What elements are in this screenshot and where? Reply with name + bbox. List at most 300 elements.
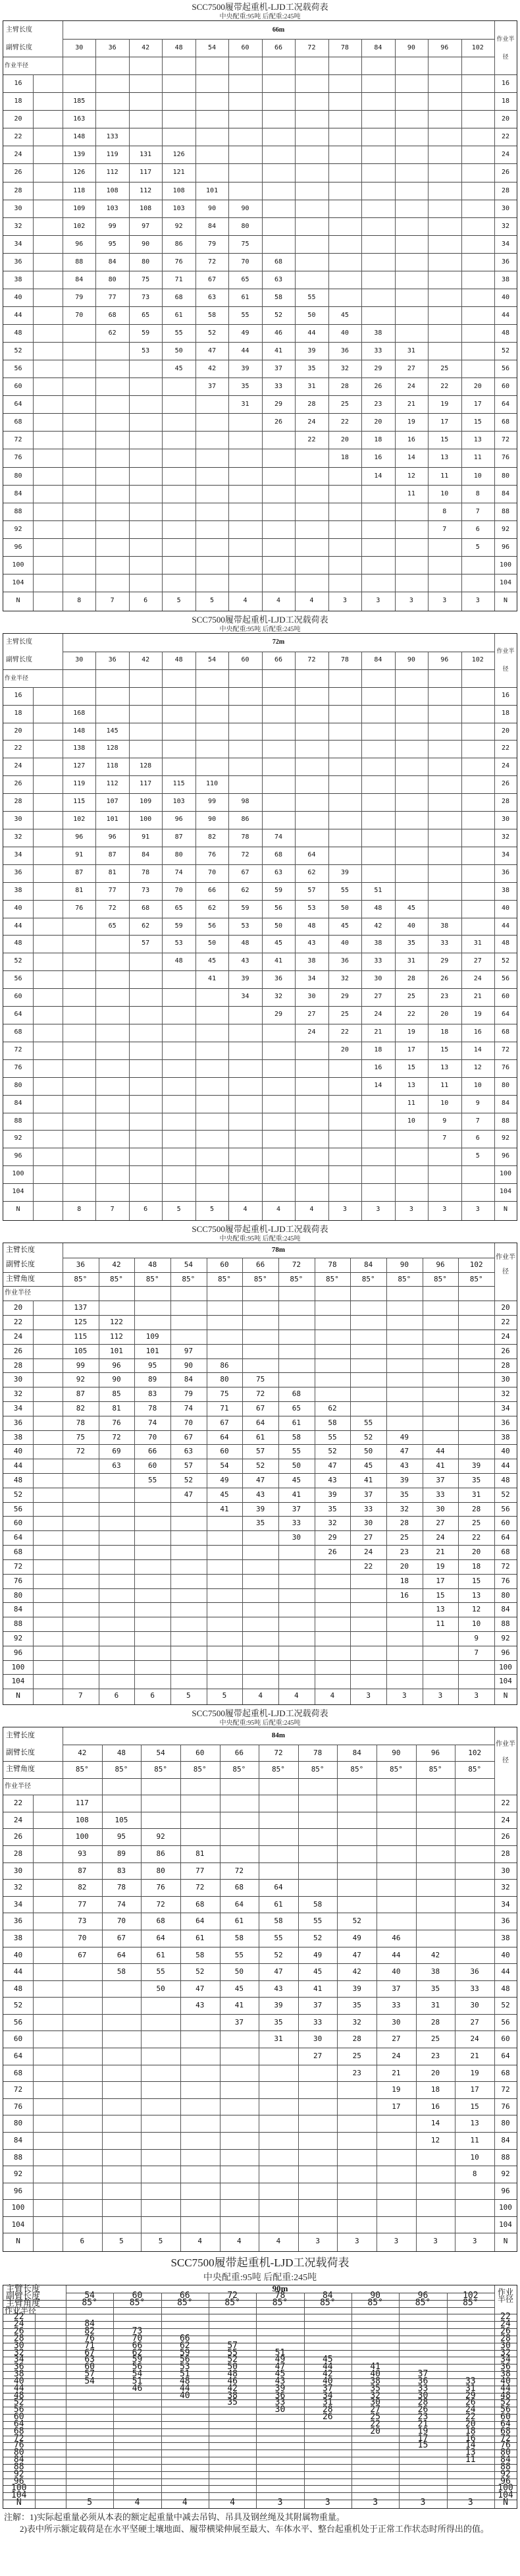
load-value: 76 <box>208 851 217 858</box>
load-value: 70 <box>184 1418 193 1427</box>
row-divider <box>3 1761 494 1762</box>
load-value: 33 <box>470 1984 479 1993</box>
load-value: 55 <box>241 311 249 319</box>
row-divider <box>3 1006 517 1007</box>
radius-right-76: 76 <box>501 2102 510 2111</box>
jib-length-54: 54 <box>84 2290 95 2301</box>
load-value: 63 <box>208 293 217 301</box>
load-value: 67 <box>208 275 217 283</box>
radius-84: 84 <box>13 2455 24 2465</box>
radius-right-48: 48 <box>501 939 510 947</box>
jib-length-54: 54 <box>156 1748 165 1757</box>
radius-label-right: 作业半径 <box>496 35 515 60</box>
load-value: 3 <box>475 1206 480 1214</box>
load-value: 50 <box>208 939 217 947</box>
load-value: 59 <box>274 886 283 894</box>
load-value: 33 <box>392 2001 401 2010</box>
load-value: 28 <box>307 401 316 408</box>
table-grid <box>3 2285 517 2509</box>
load-value: 33 <box>364 1504 373 1513</box>
jib-length-42: 42 <box>112 1260 121 1269</box>
load-value: 20 <box>340 436 349 444</box>
load-value: 11 <box>440 472 449 480</box>
load-value: 16 <box>374 1063 382 1071</box>
column-divider <box>416 1745 417 2251</box>
radius-104: 104 <box>12 1188 24 1196</box>
load-value: 48 <box>227 2369 238 2380</box>
load-value: 3 <box>376 596 380 604</box>
load-value: 41 <box>436 1461 445 1470</box>
radius-84: 84 <box>13 1605 23 1614</box>
row-divider <box>3 935 517 936</box>
jib-length-72: 72 <box>307 44 316 52</box>
radius-right-84: 84 <box>501 490 510 497</box>
radius-38: 38 <box>14 275 22 283</box>
load-value: 148 <box>73 727 86 735</box>
boom-angle-label: 主臂角度 <box>6 1274 35 1283</box>
load-value: 67 <box>184 1432 193 1442</box>
column-divider <box>447 2293 448 2508</box>
radius-right-22: 22 <box>501 1318 510 1327</box>
load-value: 97 <box>142 222 150 230</box>
radius-right-16: 16 <box>501 691 510 699</box>
row-divider <box>3 1559 517 1560</box>
column-divider <box>298 1745 299 2251</box>
load-value: 25 <box>370 2412 380 2422</box>
jib-length-72: 72 <box>307 656 316 663</box>
load-value: 50 <box>364 1447 373 1456</box>
load-value: 3 <box>354 2237 359 2246</box>
radius-right-30: 30 <box>501 204 510 212</box>
radius-right-72: 72 <box>501 436 510 444</box>
load-value: 30 <box>307 993 316 1001</box>
row-divider <box>3 705 517 706</box>
column-divider <box>361 39 362 611</box>
boom-angle-cell: 85° <box>75 1765 89 1774</box>
load-value: 63 <box>84 2355 95 2365</box>
load-value: 29 <box>274 1011 283 1019</box>
load-value: 27 <box>392 2034 401 2044</box>
boom-angle-cell: 85° <box>177 2297 193 2308</box>
row-divider <box>3 556 517 557</box>
load-value: 100 <box>140 816 152 824</box>
row-divider <box>3 793 517 794</box>
load-value: 65 <box>292 1403 301 1413</box>
row-divider <box>3 2421 517 2422</box>
load-value: 25 <box>430 2034 440 2044</box>
load-value: 3 <box>373 2498 378 2508</box>
load-value: 23 <box>374 401 382 408</box>
radius-right-18: 18 <box>501 709 510 717</box>
boom-angle-cell: 85° <box>224 2297 240 2308</box>
load-value: 49 <box>241 329 249 337</box>
load-value: 3 <box>315 2237 320 2246</box>
load-value: 15 <box>436 1590 445 1600</box>
row-divider <box>3 2378 517 2379</box>
load-value: 35 <box>328 1504 337 1513</box>
radius-right-64: 64 <box>501 401 510 408</box>
load-value: 38 <box>440 922 449 930</box>
column-divider <box>494 1243 495 1704</box>
load-value: 84 <box>75 275 84 283</box>
radius-right-76: 76 <box>501 1063 510 1071</box>
radius-36: 36 <box>13 1418 23 1427</box>
load-value: 39 <box>241 975 249 983</box>
radius-right-38: 38 <box>501 1432 510 1442</box>
radius-label-left: 作业半径 <box>5 2305 37 2315</box>
radius-right-92: 92 <box>501 1633 510 1642</box>
load-value: 18 <box>472 1561 481 1571</box>
radius-right-52: 52 <box>501 347 510 355</box>
radius-label-left: 作业半径 <box>5 62 29 69</box>
row-divider <box>3 2307 494 2308</box>
load-value: 72 <box>112 1432 121 1442</box>
radius-48: 48 <box>14 329 22 337</box>
load-value: 4 <box>134 2498 140 2508</box>
load-value: 81 <box>195 1849 205 1859</box>
load-value: 9 <box>474 1633 479 1642</box>
radius-18: 18 <box>14 709 22 717</box>
radius-right-20: 20 <box>501 727 510 735</box>
load-value: 4 <box>294 1691 299 1700</box>
jib-length-78: 78 <box>340 44 349 52</box>
jib-length-84: 84 <box>374 656 382 663</box>
row-divider <box>3 1130 517 1131</box>
load-value: 48 <box>374 904 382 912</box>
jib-length-60: 60 <box>241 44 249 52</box>
load-value: 61 <box>256 1432 265 1442</box>
radius-right-104: 104 <box>498 2490 513 2501</box>
load-value: 133 <box>106 133 118 141</box>
load-value: 3 <box>467 2498 473 2508</box>
load-value: 42 <box>374 922 382 930</box>
load-value: 45 <box>292 1476 301 1484</box>
table-subtitle: 中央配重:95吨 后配重:245吨 <box>219 626 301 633</box>
load-value: 43 <box>274 2376 286 2386</box>
radius-right-96: 96 <box>501 543 510 551</box>
load-value: 3 <box>472 2237 477 2246</box>
load-value: 45 <box>322 2355 333 2365</box>
load-value: 26 <box>440 975 449 983</box>
column-divider <box>337 1745 338 2251</box>
row-divider <box>3 775 517 776</box>
load-value: 5 <box>475 1152 480 1160</box>
load-value: 36 <box>274 975 283 983</box>
load-value: 41 <box>370 2362 380 2372</box>
load-value: 46 <box>392 1933 401 1942</box>
load-value: 128 <box>106 744 118 752</box>
load-value: 41 <box>364 1476 373 1484</box>
load-value: 37 <box>274 365 283 373</box>
load-value: 101 <box>106 816 118 824</box>
load-value: 18 <box>465 2426 476 2436</box>
load-value: 5 <box>176 1206 181 1214</box>
load-value: 10 <box>440 1099 449 1107</box>
load-value: 53 <box>179 2362 190 2372</box>
load-value: 78 <box>142 868 150 876</box>
load-value: 32 <box>400 1504 409 1513</box>
load-value: 80 <box>241 222 249 230</box>
radius-44: 44 <box>14 311 22 319</box>
load-value: 96 <box>75 240 84 248</box>
load-value: 68 <box>195 1899 205 1909</box>
load-value: 3 <box>402 1691 407 1700</box>
column-divider <box>494 634 495 1220</box>
load-value: 17 <box>392 2102 401 2111</box>
radius-48: 48 <box>13 1476 23 1484</box>
load-value: 51 <box>179 2369 190 2380</box>
load-value: 5 <box>210 596 215 604</box>
column-divider <box>35 2314 36 2508</box>
load-value: 22 <box>465 2412 476 2422</box>
radius-22: 22 <box>14 744 22 752</box>
radius-64: 64 <box>14 401 22 408</box>
load-value: 119 <box>73 780 86 788</box>
row-divider <box>3 2428 517 2429</box>
row-divider <box>3 1059 517 1060</box>
column-divider <box>180 1745 181 2251</box>
radius-right-72: 72 <box>501 1046 510 1053</box>
load-value: 53 <box>174 939 183 947</box>
column-divider <box>95 652 96 1220</box>
row-divider <box>3 1980 517 1981</box>
row-divider <box>3 1963 517 1964</box>
radius-32: 32 <box>13 1389 23 1399</box>
boom-length-label: 72m <box>272 638 285 646</box>
load-value: 36 <box>274 2390 286 2401</box>
column-divider <box>162 652 163 1220</box>
radius-right-60: 60 <box>501 993 510 1001</box>
load-value: 84 <box>184 1375 193 1384</box>
radius-26: 26 <box>14 780 22 788</box>
load-value: 47 <box>274 1967 283 1976</box>
load-value: 48 <box>241 939 249 947</box>
load-value: 37 <box>364 1490 373 1499</box>
boom-angle-cell: 85° <box>272 1765 285 1774</box>
boom-angle-label: 主臂角度 <box>6 2297 41 2308</box>
load-value: 27 <box>374 993 382 1001</box>
load-value: 44 <box>307 329 316 337</box>
jib-length-48: 48 <box>174 656 183 663</box>
jib-length-78: 78 <box>340 656 349 663</box>
radius-104: 104 <box>11 2490 27 2501</box>
load-value: 37 <box>234 2017 244 2027</box>
load-value: 15 <box>440 1046 449 1053</box>
column-divider <box>399 2293 400 2508</box>
boom-angle-cell: 85° <box>463 2297 479 2308</box>
main-boom-label: 主臂长度 <box>6 2283 41 2293</box>
load-value: 35 <box>352 2001 361 2010</box>
column-divider <box>361 652 362 1220</box>
load-value: 68 <box>234 1883 244 1892</box>
load-value: 34 <box>322 2390 333 2401</box>
load-value: 68 <box>274 258 283 266</box>
radius-right-84: 84 <box>500 2455 511 2465</box>
load-value: 17 <box>473 401 482 408</box>
load-value: 3 <box>342 596 347 604</box>
load-value: 78 <box>117 1883 126 1892</box>
radius-right-100: 100 <box>499 561 512 569</box>
load-value: 67 <box>84 2347 95 2358</box>
load-value: 92 <box>156 1832 165 1841</box>
load-value: 26 <box>328 1548 337 1557</box>
load-value: 21 <box>473 993 482 1001</box>
row-divider <box>3 1502 517 1503</box>
load-value: 75 <box>76 1432 85 1442</box>
radius-right-40: 40 <box>500 2376 511 2386</box>
load-value: 70 <box>78 1933 87 1942</box>
load-value: 118 <box>73 186 86 194</box>
boom-angle-cell: 85° <box>110 1274 123 1283</box>
load-value: 102 <box>73 222 86 230</box>
radius-right-80: 80 <box>501 2119 510 2128</box>
row-divider <box>3 1430 517 1431</box>
load-value: 96 <box>108 833 117 841</box>
row-divider <box>3 1574 517 1575</box>
load-value: 29 <box>328 1533 337 1542</box>
load-value: 53 <box>307 904 316 912</box>
radius-16: 16 <box>14 80 22 88</box>
load-value: 28 <box>430 2017 440 2027</box>
radius-right-92: 92 <box>501 525 510 533</box>
radius-right-22: 22 <box>501 1799 510 1808</box>
table-subtitle: 中央配重:95吨 后配重:245吨 <box>203 2273 317 2283</box>
radius-right-34: 34 <box>501 1899 510 1909</box>
load-value: 49 <box>220 1476 229 1484</box>
load-value: 101 <box>110 1346 123 1355</box>
radius-right-22: 22 <box>501 744 510 752</box>
radius-right-48: 48 <box>501 329 510 337</box>
boom-angle-cell: 85° <box>311 1765 325 1774</box>
load-value: 26 <box>322 2412 333 2422</box>
row-divider <box>3 1473 517 1474</box>
load-value: 5 <box>222 1691 227 1700</box>
load-value: 66 <box>148 1447 157 1456</box>
radius-28: 28 <box>14 186 22 194</box>
main-boom-label: 主臂长度 <box>6 1246 35 1254</box>
load-value: 9 <box>442 1117 447 1125</box>
load-value: 3 <box>433 2237 438 2246</box>
load-value: 39 <box>307 347 316 355</box>
boom-angle-cell: 85° <box>218 1274 231 1283</box>
jib-length-66: 66 <box>234 1748 244 1757</box>
row-divider <box>3 1588 517 1589</box>
radius-right-36: 36 <box>501 868 510 876</box>
radius-68: 68 <box>13 1548 23 1557</box>
load-value: 32 <box>340 365 349 373</box>
column-divider <box>461 652 462 1220</box>
load-value: 22 <box>340 418 349 426</box>
radius-right-100: 100 <box>498 2483 513 2494</box>
row-divider <box>3 485 517 486</box>
load-value: 31 <box>307 383 316 391</box>
column-divider <box>256 2293 257 2508</box>
radius-64: 64 <box>13 2052 23 2061</box>
load-value: 6 <box>475 1134 480 1142</box>
row-divider <box>3 2081 517 2082</box>
load-table-3 <box>0 1222 520 1706</box>
load-value: 47 <box>256 1476 265 1484</box>
load-value: 45 <box>220 1490 229 1499</box>
load-value: 31 <box>322 2397 333 2408</box>
load-value: 77 <box>78 1899 87 1909</box>
load-value: 70 <box>75 311 84 319</box>
row-divider <box>3 1444 517 1445</box>
load-value: 64 <box>220 1432 229 1442</box>
load-value: 81 <box>75 886 84 894</box>
load-value: 43 <box>274 1984 283 1993</box>
load-value: 33 <box>417 2383 429 2394</box>
load-value: 50 <box>340 904 349 912</box>
radius-right-80: 80 <box>501 1081 510 1089</box>
load-value: 83 <box>117 1866 126 1875</box>
table-title: SCC7500履带起重机-LJD工况载荷表 <box>192 1708 328 1718</box>
load-value: 62 <box>179 2340 190 2351</box>
radius-N: N <box>16 2237 20 2246</box>
jib-length-96: 96 <box>436 1260 445 1269</box>
column-divider <box>95 39 96 611</box>
load-value: 7 <box>442 525 447 533</box>
load-value: 25 <box>440 365 449 373</box>
load-value: 40 <box>370 2369 380 2380</box>
load-value: 80 <box>156 1866 165 1875</box>
jib-length-84: 84 <box>374 44 382 52</box>
load-value: 62 <box>241 886 249 894</box>
load-value: 22 <box>440 383 449 391</box>
load-value: 45 <box>340 922 349 930</box>
load-value: 56 <box>132 2362 143 2372</box>
load-value: 42 <box>430 1950 440 1959</box>
column-divider <box>350 1258 351 1704</box>
row-divider <box>3 253 517 254</box>
load-value: 54 <box>220 1461 229 1470</box>
load-value: 50 <box>227 2362 238 2372</box>
load-value: 71 <box>220 1403 229 1413</box>
load-value: 45 <box>274 939 283 947</box>
column-divider <box>170 1258 171 1704</box>
load-value: 22 <box>472 1533 481 1542</box>
load-value: 58 <box>117 1967 126 1976</box>
load-table-5 <box>0 2253 520 2510</box>
load-value: 57 <box>184 1461 193 1470</box>
load-value: 76 <box>75 904 84 912</box>
load-value: 6 <box>475 525 480 533</box>
radius-right-100: 100 <box>499 1662 512 1671</box>
radius-right-28: 28 <box>501 798 510 806</box>
row-divider <box>3 740 517 741</box>
load-value: 52 <box>274 1950 283 1959</box>
radius-64: 64 <box>13 2419 24 2429</box>
boom-angle-cell: 85° <box>367 2297 383 2308</box>
radius-right-20: 20 <box>501 115 510 123</box>
radius-right-60: 60 <box>501 1519 510 1528</box>
load-value: 11 <box>440 1081 449 1089</box>
load-value: 74 <box>274 833 283 841</box>
load-value: 27 <box>436 1519 445 1528</box>
jib-length-label: 副臂长度 <box>6 44 32 52</box>
load-value: 44 <box>436 1447 445 1456</box>
row-divider <box>3 2328 517 2329</box>
load-value: 30 <box>436 1504 445 1513</box>
radius-right-24: 24 <box>500 2319 511 2330</box>
load-value: 24 <box>465 2405 476 2415</box>
load-value: 19 <box>417 2426 429 2436</box>
load-value: 127 <box>73 762 86 770</box>
load-value: 25 <box>340 1011 349 1019</box>
table-subtitle: 中央配重:95吨 后配重:245吨 <box>219 1235 301 1243</box>
load-value: 73 <box>142 293 150 301</box>
jib-length-60: 60 <box>220 1260 229 1269</box>
